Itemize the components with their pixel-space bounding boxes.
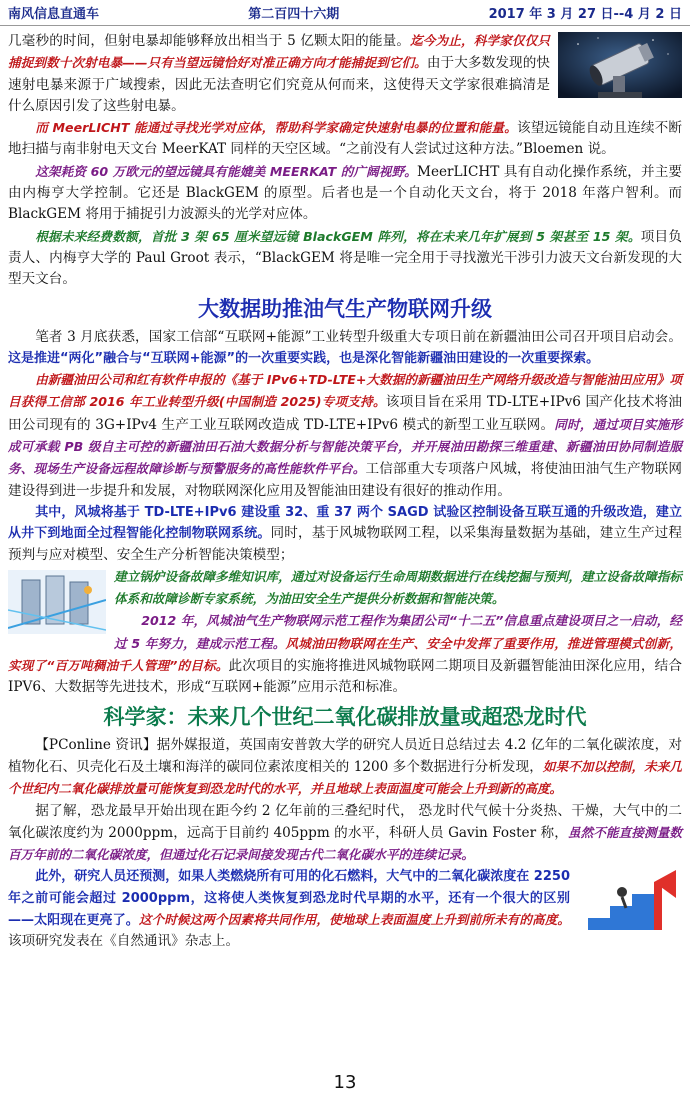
s3-paragraph-1 bbox=[8, 735, 682, 801]
server-network-graphic bbox=[8, 570, 106, 634]
s1-p3-text: MeerLICHT 具有自动化操作系统，并主要由内梅亨大学控制。它还是 BlackGEM 的原型。后者也是一个自动化天文台，将于 2018 年落户智利。而 BlackGEM 将用于捕捉引力波源头的光学对应体。 bbox=[8, 163, 683, 223]
s2-p3-highlight: 其中，风城将基于 TD-LTE+IPv6 建设重 32、重 37 两个 SAGD 试验区控制设备互联互通的升级改造，建立从井下到地面全过程智能化控制物联网系统。 bbox=[8, 504, 682, 542]
s3-p3-highlight-2: 这个时候这两个因素将共同作用，使地球上表面温度上升到前所未有的高度。 bbox=[138, 911, 570, 927]
issue-number: 第二百四十六期 bbox=[248, 7, 340, 22]
page-header bbox=[0, 0, 690, 26]
climbing-figure-graphic bbox=[578, 868, 682, 930]
s3-p1-text: 【PConline 资讯】据外媒报道，英国南安普敦大学的研究人员近日总结过去 4.2 亿年的二氧化碳浓度，对植物化石、贝壳化石及土壤和海洋的碳同位素浓度相关的 1200 多个数据进行分析发现， bbox=[8, 736, 682, 775]
s2-paragraph-2 bbox=[8, 369, 682, 502]
s2-p2-text: 该项目旨在采用 TD-LTE+IPv6 国产化技术将油田公司现有的 3G+IPv4 生产工业互联网改造成 TD-LTE+IPv6 模式的新型工业互联网。 bbox=[8, 394, 682, 433]
s2-p2-text-2: 工信部重大专项落户风城，将使油田油气生产物联网建设得到进一步提升和发展，对物联网深化应用及智能油田建设有很好的推动作用。 bbox=[8, 461, 683, 499]
section2-title: 大数据助推油气生产物联网升级 bbox=[198, 296, 492, 321]
s1-p2-text: 该望远镜能自动且连续不断地扫描与南非射电天文台 MeerKAT 同样的天空区域。“之前没有人尝试过这种方法。”Bloemen 说。 bbox=[8, 120, 682, 158]
s3-p1-highlight: 如果不加以控制，未来几个世纪内二氧化碳排放量可能恢复到恐龙时代的水平，并且地球上表面温度可能会上升到新的高度。 bbox=[8, 758, 682, 797]
s2-p3-text: 同时，基于风城物联网工程，以采集海量数据为基础，建立生产过程预判与应对模型、安全生产分析智能决策模型； bbox=[8, 525, 682, 563]
section3-title: 科学家：未来几个世纪二氧化碳排放量或超恐龙时代 bbox=[103, 704, 587, 729]
s1-p3-highlight: 这架耗资 60 万欧元的望远镜具有能媲美 MEERKAT 的广阔视野。 bbox=[35, 163, 418, 179]
newsletter-name: 南风信息直通车 bbox=[8, 7, 100, 22]
s1-p4-highlight: 根据未来经费数额，首批 3 架 65 厘米望远镜 BlackGEM 阵列，将在未来几年扩展到 5 架甚至 15 架。 bbox=[35, 228, 641, 244]
s2-p4-highlight-2: 风城油田物联网在生产、安全中发挥了重要作用，推进管理模式创新，实现了“百万吨稠油千人管理”的目标。 bbox=[8, 635, 682, 674]
s1-p2-highlight: 而 MeerLICHT 能通过寻找光学对应体，帮助科学家确定快速射电暴的位置和能量。 bbox=[35, 120, 517, 136]
s2-p3-highlight-2: 建立锅炉设备故障多维知识库，通过对设备运行生命周期数据进行在线挖掘与预判，建立设备故障指标体系和故障诊断专家系统，为油田安全生产提供分析数据和智能决策。 bbox=[114, 568, 682, 607]
article-content bbox=[8, 30, 682, 953]
s2-paragraph-3b bbox=[8, 566, 682, 611]
s2-p1-highlight: 这是推进“两化”融合与“互联网+能源”的一次重要实践，也是深化智能新疆油田建设的一次重要探索。 bbox=[8, 350, 600, 366]
s1-p1-text: 几毫秒的时间，但射电暴却能够释放出相当于 5 亿颗太阳的能量。 bbox=[8, 33, 411, 49]
s2-p4-text: 此次项目的实施将推进风城物联网二期项目及新疆智能油田深化应用，结合 IPV6、大数据等先进技术，形成“互联网+能源”应用示范和标准。 bbox=[8, 658, 682, 696]
page-number: 13 bbox=[333, 1072, 357, 1093]
s3-p2-highlight: 虽然不能直接测量数百万年前的二氧化碳浓度，但通过化石记录间接发现古代二氧化碳水平的连续记录。 bbox=[8, 824, 683, 863]
s2-p4-highlight: 2012 年，风城油气生产物联网示范工程作为集团公司“十二五”信息重点建设项目之一启动，经过 5 年努力，建成示范工程。 bbox=[114, 613, 682, 651]
s1-paragraph-4 bbox=[8, 226, 682, 291]
s3-p2-text: 据了解，恐龙最早开始出现在距今约 2 亿年前的三叠纪时代， 恐龙时代气候十分炎热、干燥，大气中的二氧化碳浓度约为 2000ppm，远高于目前约 405ppm 的水平，科研人员 Gavin Foster 称， bbox=[8, 802, 682, 841]
s2-paragraph-1 bbox=[8, 327, 682, 370]
telescope-photo bbox=[558, 32, 682, 98]
s1-p1-highlight: 迄今为止，科学家仅仅只捕捉到数十次射电暴——只有当望远镜恰好对准正确方向才能捕捉到它们。 bbox=[8, 33, 550, 71]
s3-p3-highlight: 此外，研究人员还预测，如果人类燃烧所有可用的化石燃料，大气中的二氧化碳浓度在 2250 年之前可能会超过 2000ppm，这将使人类恢复到恐龙时代早期的水平，还有一个很大的区别——太阳现在更亮了。 bbox=[8, 869, 570, 928]
s1-paragraph-3 bbox=[8, 161, 682, 226]
s2-p2-highlight-2: 同时，通过项目实施形成可承载 PB 级自主可控的新疆油田石油大数据分析与智能决策平台，并开展油田勘探三维重建、新疆油田协同制造服务、现场生产设备远程故障诊断与预警服务的高性能软件平台。 bbox=[8, 416, 682, 477]
s2-paragraph-3 bbox=[8, 502, 682, 566]
s1-p1-text-2: 由于大多数发现的快速射电暴来源于广域搜索，因此无法查明它们究竟从何而来，这使得天文学家很难搞清是什么原因引发了这些射电暴。 bbox=[8, 55, 550, 114]
s1-p4-text: 项目负责人、内梅亨大学的 Paul Groot 表示，“BlackGEM 将是唯一完全用于寻找激光干涉引力波天文台新发现的大型天文台。 bbox=[8, 228, 682, 288]
s2-paragraph-4 bbox=[8, 610, 682, 698]
s1-paragraph-2 bbox=[8, 117, 682, 161]
issue-date: 2017 年 3 月 27 日--4 月 2 日 bbox=[488, 7, 682, 22]
s3-paragraph-2 bbox=[8, 801, 682, 867]
s2-p1-text: 笔者 3 月底获悉，国家工信部“互联网+能源”工业转型升级重大专项日前在新疆油田公司召开项目启动会。 bbox=[35, 328, 682, 345]
s2-p2-highlight: 由新疆油田公司和红有软件申报的《基于 IPv6+TD-LTE+大数据的新疆油田生产网络升级改造与智能油田应用》项目获得工信部 2016 年工业转型升级(中国制造 2025)专项支持。 bbox=[8, 372, 682, 410]
s3-p3-text: 该项研究发表在《自然通讯》杂志上。 bbox=[8, 933, 240, 950]
